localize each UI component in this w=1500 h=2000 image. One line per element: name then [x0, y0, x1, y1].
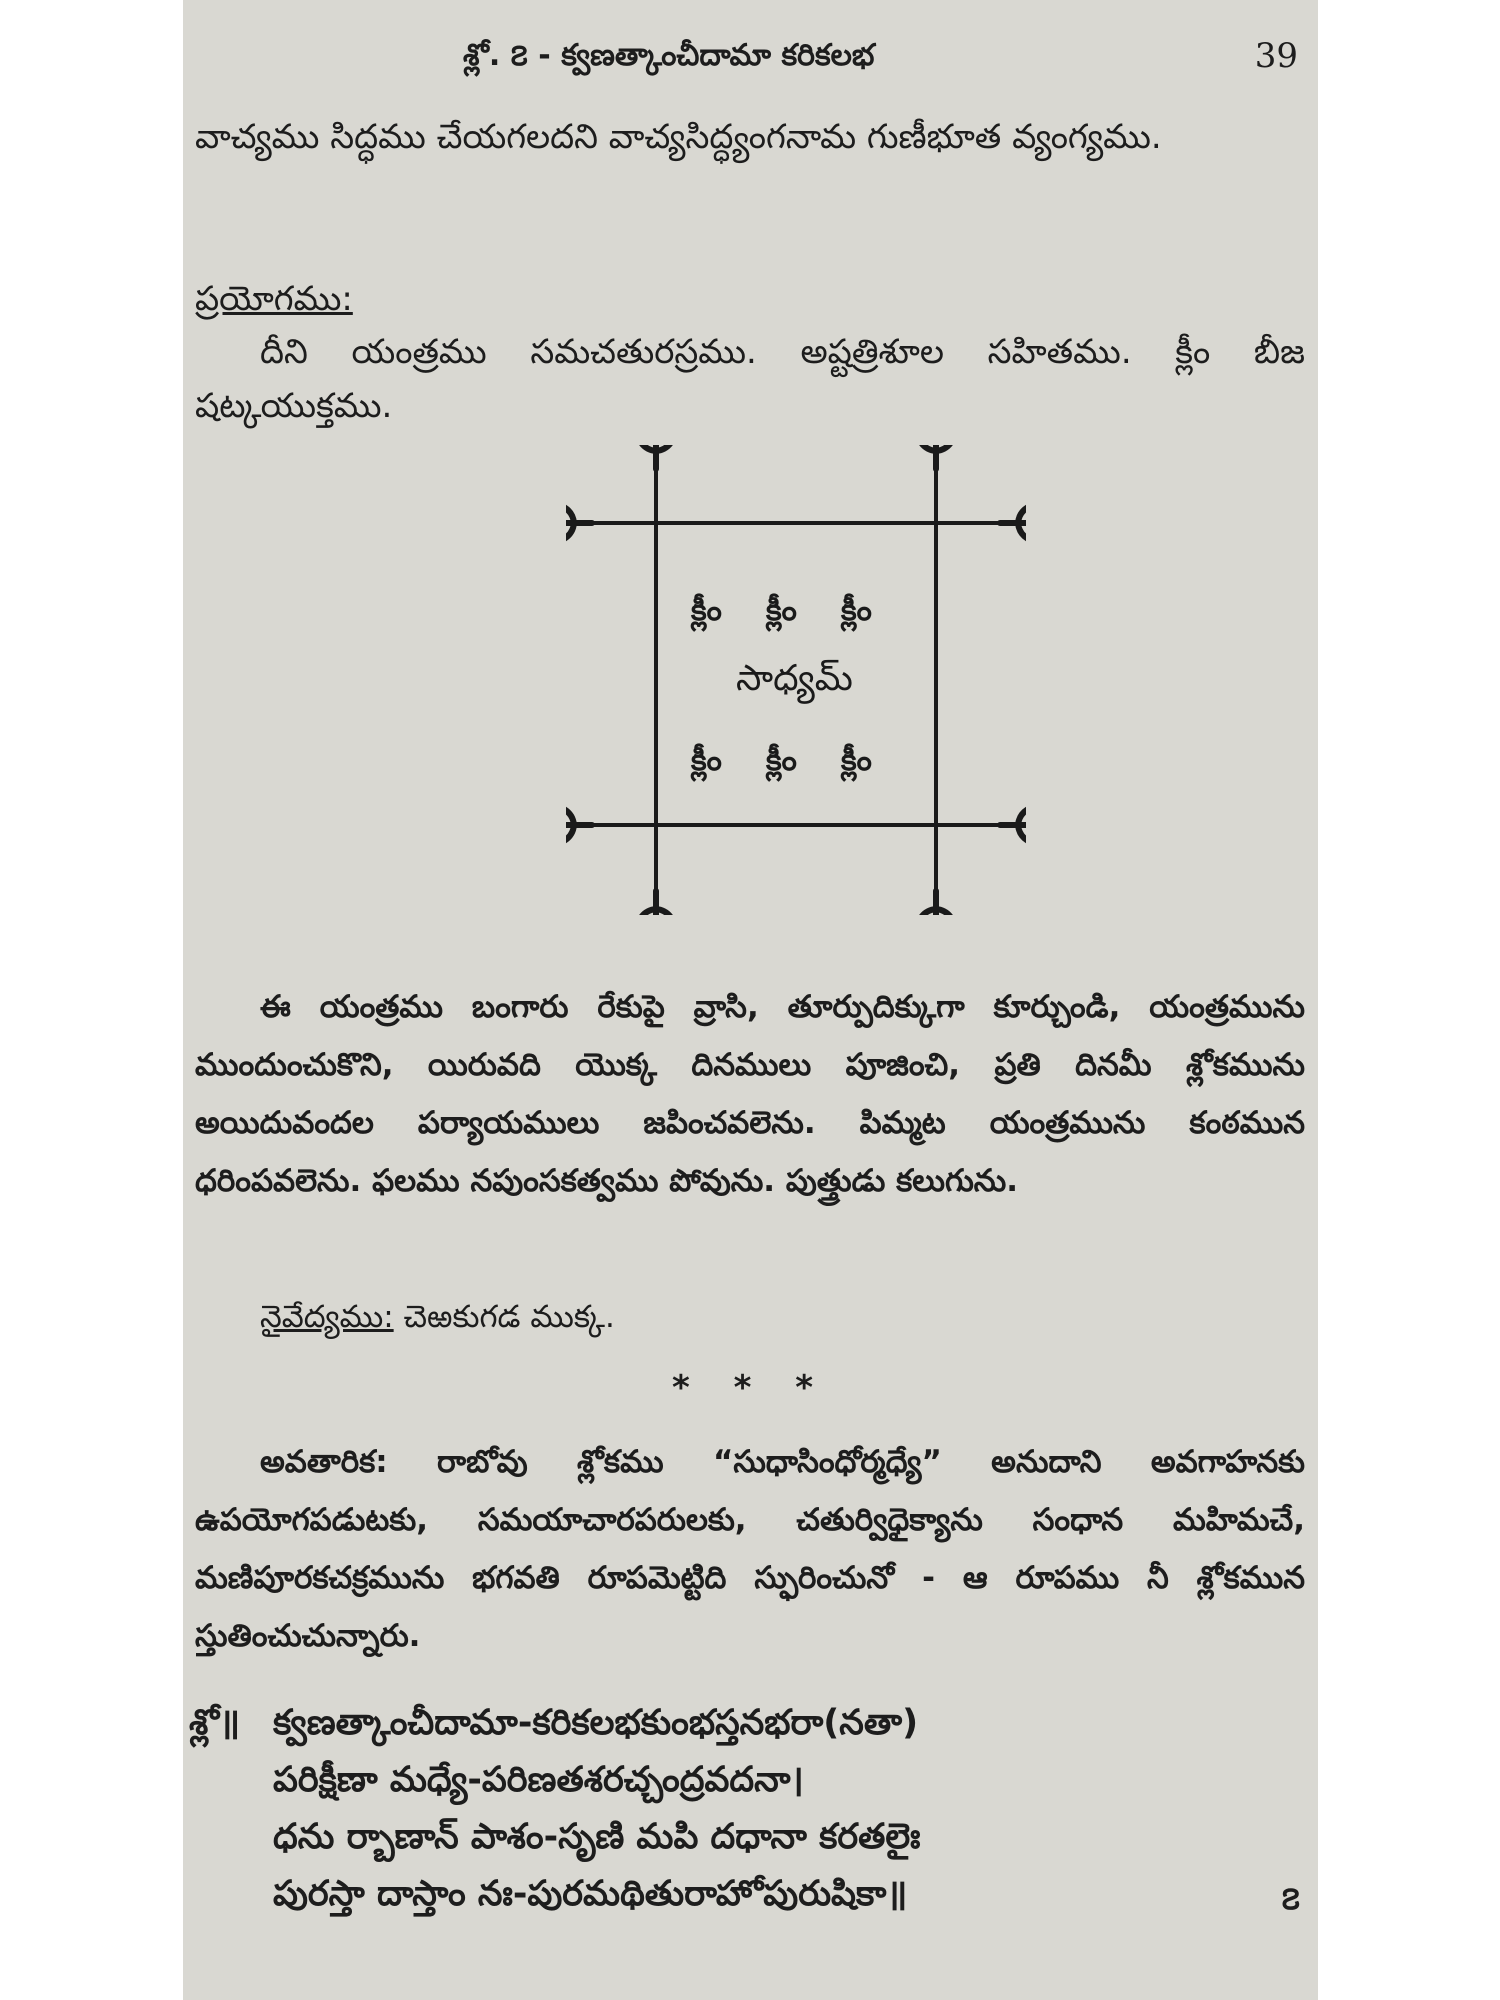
prayogam-label: ప్రయోగము: — [195, 279, 353, 319]
trident-bottom-right-down-shape — [914, 891, 958, 915]
verse-line: పురస్తా దాస్తాం నః-పురమథితురాహోపురుషికా॥ — [273, 1874, 908, 1914]
section-separator: * * * — [671, 1368, 829, 1408]
prayogam-heading — [195, 272, 1305, 326]
trident-top-right-up — [914, 445, 958, 469]
trident-top-right-up-shape — [914, 445, 958, 469]
yantra-instructions: ఈ యంత్రము బంగారు రేకుపై వ్రాసి, తూర్పుదిక్కుగా కూర్చుండి, యంత్రమును ముందుంచుకొని, యిరువది యొక్క దినములు పూజించి, ప్రతి దినమీ శ్లోకమును అయిదువందల పర్యాయములు జపించవలెను. పిమ్మట యంత్రమును కంఠమున ధరింపవలెను. ఫలము నపుంసకత్వము పోవును. పుత్త్రుడు కలుగును. — [195, 989, 1305, 1199]
book-page — [183, 0, 1318, 2000]
shloka-mark: శ్లో॥ — [189, 1703, 241, 1743]
trident-top-right-right — [1000, 501, 1026, 545]
trident-top-left-left-shape — [566, 501, 592, 545]
trident-bottom-right-right-shape — [1000, 803, 1026, 847]
yantra-center-text: సాధ్యమ్ — [736, 658, 853, 699]
trident-bottom-left-down — [634, 891, 678, 915]
header-title: శ్లో. ౭ - క్వణత్కాంచీదామా కరికలభ — [463, 38, 875, 73]
avatarika-paragraph: అవతారిక: రాబోవు శ్లోకము “సుధాసింధోర్మధ్యే” అనుదాని అవగాహనకు ఉపయోగపడుటకు, సమయాచారపరులకు, చతుర్విధైక్యాను సంధాన మహిమచే, మణిపూరకచక్రమును భగవతి రూపమెట్టిది స్ఫురించునో - ఆ రూపము నీ శ్లోకమున స్తుతించుచున్నారు. — [195, 1444, 1305, 1654]
naivedyam-line — [195, 1290, 1305, 1344]
trident-bottom-right-right — [1000, 803, 1026, 847]
paragraph-intro: వాచ్యము సిద్ధము చేయగలదని వాచ్యసిద్ధ్యంగనామ గుణీభూత వ్యంగ్యము. — [195, 117, 1162, 157]
trident-top-left-up-shape — [634, 445, 678, 469]
naivedyam-label: నైవేద్యము: — [260, 1299, 394, 1335]
trident-bottom-left-left — [566, 803, 592, 847]
bija-mantra: క్లీం — [841, 593, 872, 628]
prayogam-text: దీని యంత్రము సమచతురస్రము. అష్టత్రిశూల సహితము. క్లీం బీజ షట్కయుక్తము. — [195, 332, 1305, 426]
bija-mantra: క్లీం — [766, 593, 797, 628]
trident-bottom-left-left-shape — [566, 803, 592, 847]
page-header — [183, 38, 1318, 78]
verse-number: ౭ — [1281, 1879, 1300, 1917]
bija-mantra: క్లీం — [766, 743, 797, 778]
trident-bottom-right-down — [914, 891, 958, 915]
bija-mantra: క్లీం — [691, 743, 722, 778]
naivedyam-text: చెఱకుగడ ముక్క. — [403, 1299, 615, 1335]
trident-bottom-left-down-shape — [634, 891, 678, 915]
bija-mantra: క్లీం — [691, 593, 722, 628]
verse-line: క్వణత్కాంచీదామా-కరికలభకుంభస్తనభరా(నతా) — [273, 1703, 919, 1743]
verse-line: ధను ర్బాణాన్ పాశం-సృణి మపి దధానా కరతలైః — [273, 1817, 921, 1857]
bija-mantra: క్లీం — [841, 743, 872, 778]
trident-top-left-up — [634, 445, 678, 469]
verse-line: పరిక్షీణా మధ్యే-పరిణతశరచ్చంద్రవదనా। — [273, 1760, 804, 1800]
trident-top-left-left — [566, 501, 592, 545]
yantra-diagram — [566, 445, 1026, 915]
page-number: 39 — [1254, 36, 1298, 76]
trident-top-right-right-shape — [1000, 501, 1026, 545]
